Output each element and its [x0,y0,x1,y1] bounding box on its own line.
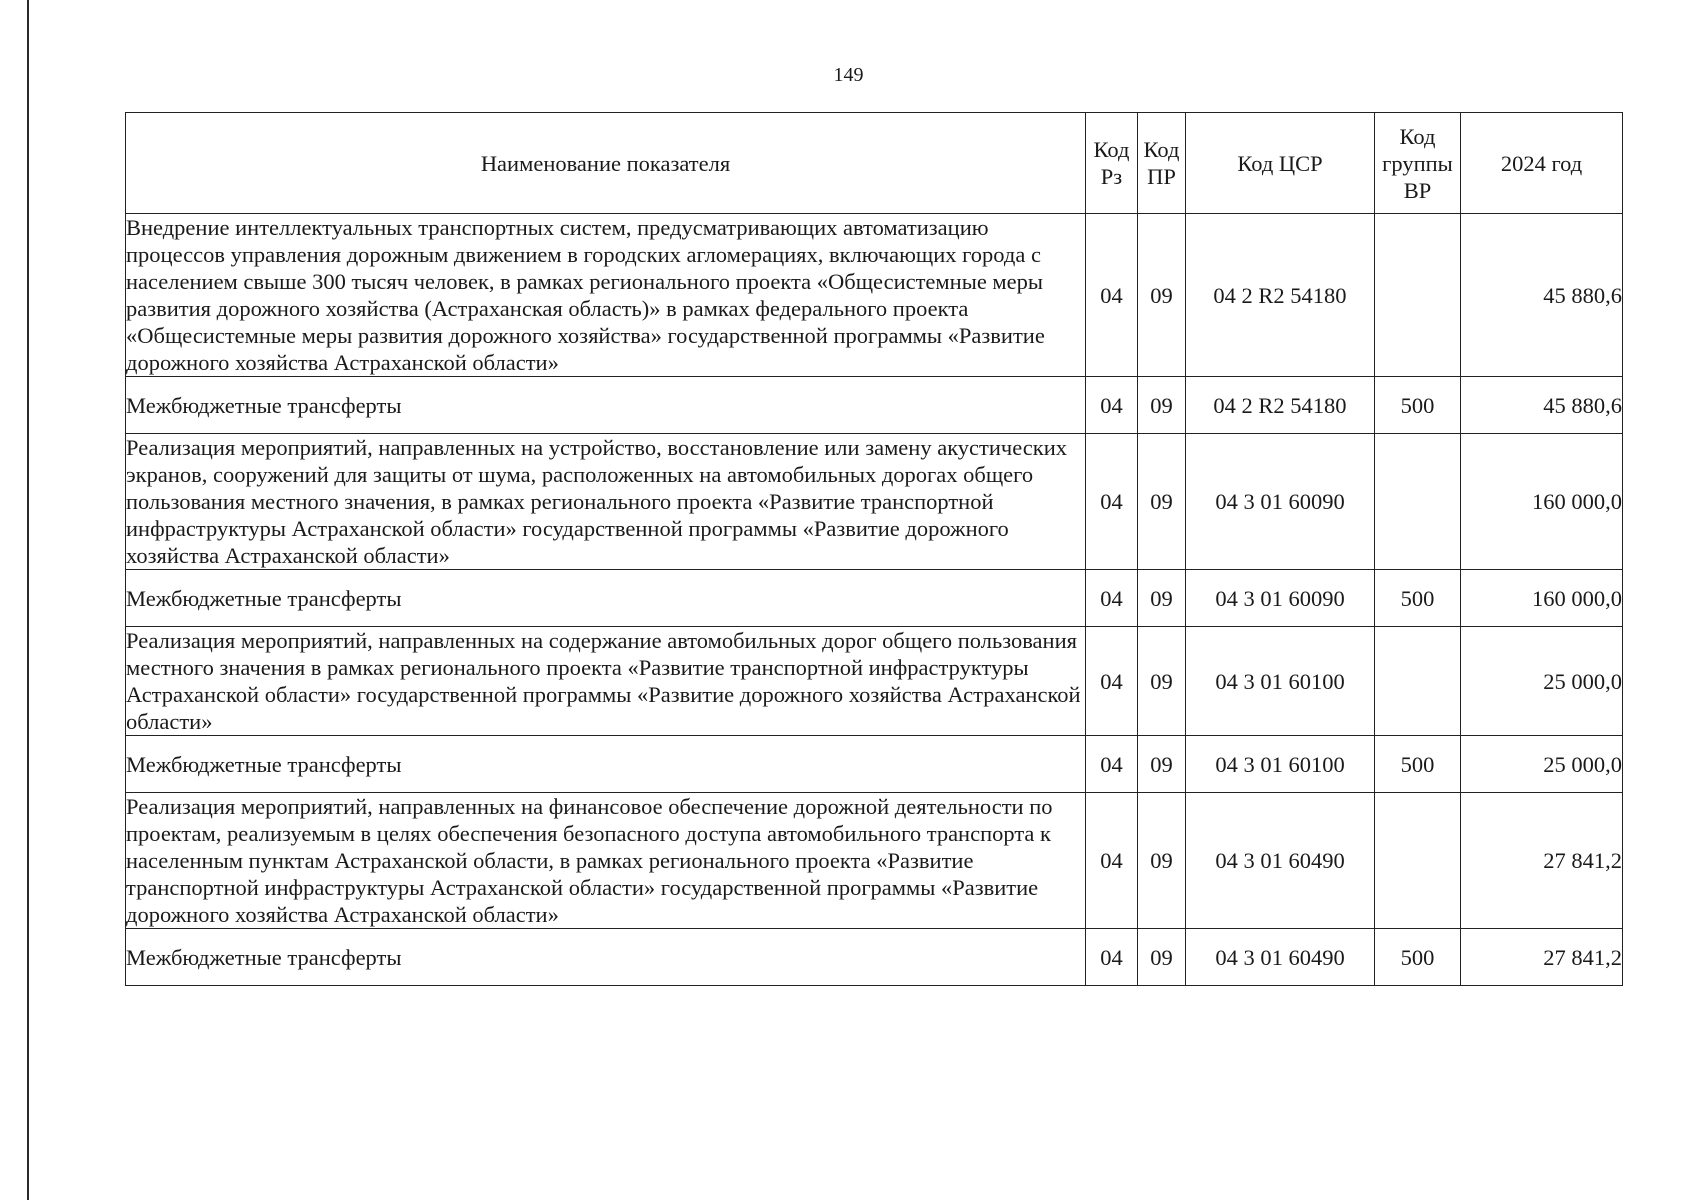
cell-name: Внедрение интеллектуальных транспортных систем, предусматривающих автоматизацию процессов управления дорожным движением в городских агломерациях, включающих города с населением свыше 300 тысяч человек, в рамках регионального проекта «Общесистемные меры развития дорожного хозяйства (Астраханская область)» в рамках федерального проекта «Общесистемные меры развития дорожного хозяйства» государственной программы «Развитие дорожного хозяйства Астраханской области» [126,214,1086,377]
cell-vr [1375,434,1461,570]
cell-csr: 04 3 01 60490 [1186,929,1375,986]
header-vr: Код группы ВР [1375,113,1461,214]
cell-pr: 09 [1138,377,1186,434]
cell-amount: 27 841,2 [1461,929,1623,986]
cell-csr: 04 2 R2 54180 [1186,214,1375,377]
cell-amount: 25 000,0 [1461,736,1623,793]
table-row [126,929,1623,986]
header-year: 2024 год [1461,113,1623,214]
cell-csr: 04 3 01 60100 [1186,627,1375,736]
cell-csr: 04 2 R2 54180 [1186,377,1375,434]
cell-amount: 25 000,0 [1461,627,1623,736]
header-name: Наименование показателя [126,113,1086,214]
table-row [126,627,1623,736]
cell-amount: 160 000,0 [1461,570,1623,627]
header-csr: Код ЦСР [1186,113,1375,214]
table-row [126,214,1623,377]
cell-pr: 09 [1138,434,1186,570]
cell-vr [1375,214,1461,377]
cell-name: Межбюджетные трансферты [126,570,1086,627]
cell-pr: 09 [1138,214,1186,377]
cell-rz: 04 [1086,377,1138,434]
cell-csr: 04 3 01 60490 [1186,793,1375,929]
cell-name: Межбюджетные трансферты [126,736,1086,793]
cell-rz: 04 [1086,793,1138,929]
cell-pr: 09 [1138,627,1186,736]
cell-csr: 04 3 01 60090 [1186,570,1375,627]
cell-pr: 09 [1138,929,1186,986]
cell-rz: 04 [1086,627,1138,736]
header-pr: Код ПР [1138,113,1186,214]
table-row [126,736,1623,793]
budget-table [125,112,1623,986]
cell-vr [1375,627,1461,736]
cell-name: Реализация мероприятий, направленных на финансовое обеспечение дорожной деятельности по проектам, реализуемым в целях обеспечения безопасного доступа автомобильного транспорта к населенным пунктам Астраханской области, в рамках регионального проекта «Развитие транспортной инфраструктуры Астраханской области» государственной программы «Развитие дорожного хозяйства Астраханской области» [126,793,1086,929]
cell-name: Межбюджетные трансферты [126,377,1086,434]
header-rz: Код Рз [1086,113,1138,214]
cell-amount: 160 000,0 [1461,434,1623,570]
cell-csr: 04 3 01 60100 [1186,736,1375,793]
table-row [126,570,1623,627]
cell-pr: 09 [1138,736,1186,793]
cell-csr: 04 3 01 60090 [1186,434,1375,570]
cell-vr [1375,793,1461,929]
header-row [126,113,1623,214]
cell-vr: 500 [1375,570,1461,627]
cell-amount: 45 880,6 [1461,214,1623,377]
cell-pr: 09 [1138,793,1186,929]
cell-vr: 500 [1375,377,1461,434]
table-row [126,434,1623,570]
cell-pr: 09 [1138,570,1186,627]
cell-name: Межбюджетные трансферты [126,929,1086,986]
table-row [126,793,1623,929]
cell-rz: 04 [1086,570,1138,627]
cell-rz: 04 [1086,434,1138,570]
cell-rz: 04 [1086,929,1138,986]
cell-amount: 45 880,6 [1461,377,1623,434]
binding-line [27,0,29,1200]
page-number: 149 [833,64,864,86]
cell-name: Реализация мероприятий, направленных на устройство, восстановление или замену акустических экранов, сооружений для защиты от шума, расположенных на автомобильных дорогах общего пользования местного значения, в рамках регионального проекта «Развитие транспортной инфраструктуры Астраханской области» государственной программы «Развитие дорожного хозяйства Астраханской области» [126,434,1086,570]
cell-vr: 500 [1375,736,1461,793]
cell-amount: 27 841,2 [1461,793,1623,929]
cell-name: Реализация мероприятий, направленных на содержание автомобильных дорог общего пользования местного значения в рамках регионального проекта «Развитие транспортной инфраструктуры Астраханской области» государственной программы «Развитие дорожного хозяйства Астраханской области» [126,627,1086,736]
table-row [126,377,1623,434]
cell-vr: 500 [1375,929,1461,986]
cell-rz: 04 [1086,214,1138,377]
cell-rz: 04 [1086,736,1138,793]
